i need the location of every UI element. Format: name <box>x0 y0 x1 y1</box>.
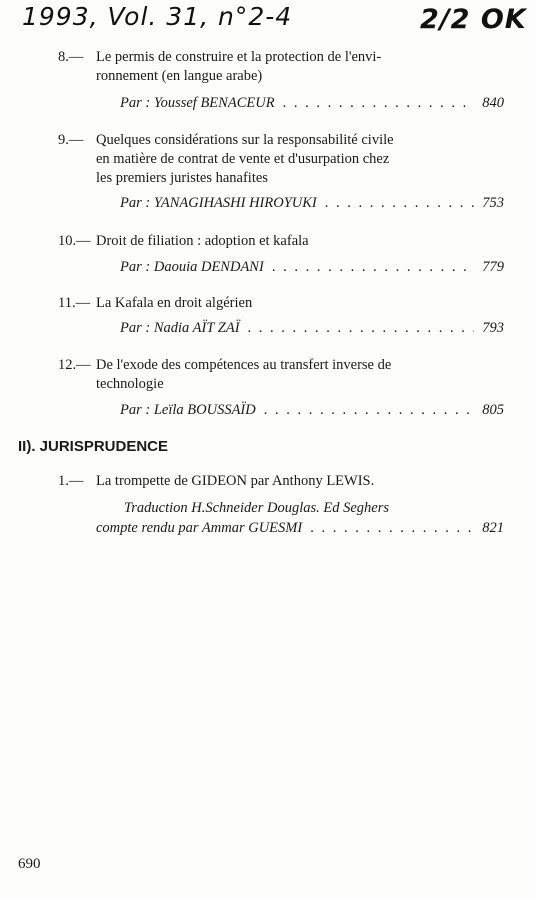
entry-title-line: De l'exode des compétences au transfert inverse de <box>96 357 392 373</box>
page-number: 793 <box>482 320 504 336</box>
toc-entry-11 <box>58 294 510 313</box>
entry-title-line: La trompette de GIDEON par Anthony LEWIS. <box>96 473 375 489</box>
author-prefix: Par : <box>120 195 151 211</box>
toc-author-line-12 <box>120 402 504 419</box>
section-heading: II). JURISPRUDENCE <box>18 438 169 455</box>
entry-number: 12.— <box>58 357 91 373</box>
dot-leader <box>283 95 475 112</box>
page-number: 779 <box>482 259 504 275</box>
toc-author-line-10 <box>120 259 504 276</box>
page-number: 805 <box>482 402 504 418</box>
entry-number: 10.— <box>58 233 91 249</box>
review-author-line <box>96 520 504 537</box>
translation-line: Traduction H.Schneider Douglas. Ed Seghers <box>124 500 390 516</box>
author-prefix: Par : <box>120 95 151 111</box>
author-name: Leïla BOUSSAÏD <box>153 402 256 418</box>
dot-leader <box>264 402 475 419</box>
toc-entry-9 <box>58 131 510 188</box>
entry-title-line: Droit de filiation : adoption et kafala <box>96 233 309 249</box>
entry-number: 1.— <box>58 473 84 489</box>
dot-leader <box>325 195 475 212</box>
page-number: 753 <box>482 195 504 211</box>
entry-title-line: La Kafala en droit algérien <box>96 295 253 311</box>
page-number: 821 <box>482 520 504 536</box>
folio-page-number: 690 <box>18 856 41 872</box>
handwritten-check-mark: 2/2 OK <box>420 4 527 35</box>
jurisprudence-entry-1 <box>58 472 510 491</box>
author-name: YANAGIHASHI HIROYUKI <box>153 195 317 211</box>
entry-title-line: Le permis de construire et la protection de l'envi- <box>96 49 382 65</box>
toc-entry-10 <box>58 232 510 251</box>
entry-title-line: en matière de contrat de vente et d'usurpation chez <box>96 151 390 167</box>
dot-leader <box>248 320 475 337</box>
dot-leader <box>310 520 474 537</box>
entry-title-line: les premiers juristes hanafites <box>96 170 268 186</box>
author-name: Daouia DENDANI <box>153 259 264 275</box>
page-number: 840 <box>482 95 504 111</box>
review-credit: compte rendu par Ammar GUESMI <box>96 520 303 536</box>
toc-entry-8 <box>58 48 510 86</box>
toc-author-line-8 <box>120 95 504 112</box>
entry-title-line: ronnement (en langue arabe) <box>96 68 263 84</box>
entry-number: 8.— <box>58 49 84 65</box>
entry-number: 11.— <box>58 295 91 311</box>
author-prefix: Par : <box>120 259 151 275</box>
author-name: Nadia AÏT ZAÏ <box>153 320 240 336</box>
entry-title-line: Quelques considérations sur la responsabilité civile <box>96 132 394 148</box>
author-prefix: Par : <box>120 320 151 336</box>
toc-entry-12 <box>58 356 510 394</box>
toc-author-line-9 <box>120 195 504 212</box>
dot-leader <box>272 259 474 276</box>
handwritten-reference: 1993, Vol. 31, n°2-4 <box>22 2 293 31</box>
author-prefix: Par : <box>120 402 151 418</box>
entry-title-line: technologie <box>96 376 164 392</box>
toc-author-line-11 <box>120 320 504 337</box>
author-name: Youssef BENACEUR <box>153 95 275 111</box>
entry-number: 9.— <box>58 132 84 148</box>
